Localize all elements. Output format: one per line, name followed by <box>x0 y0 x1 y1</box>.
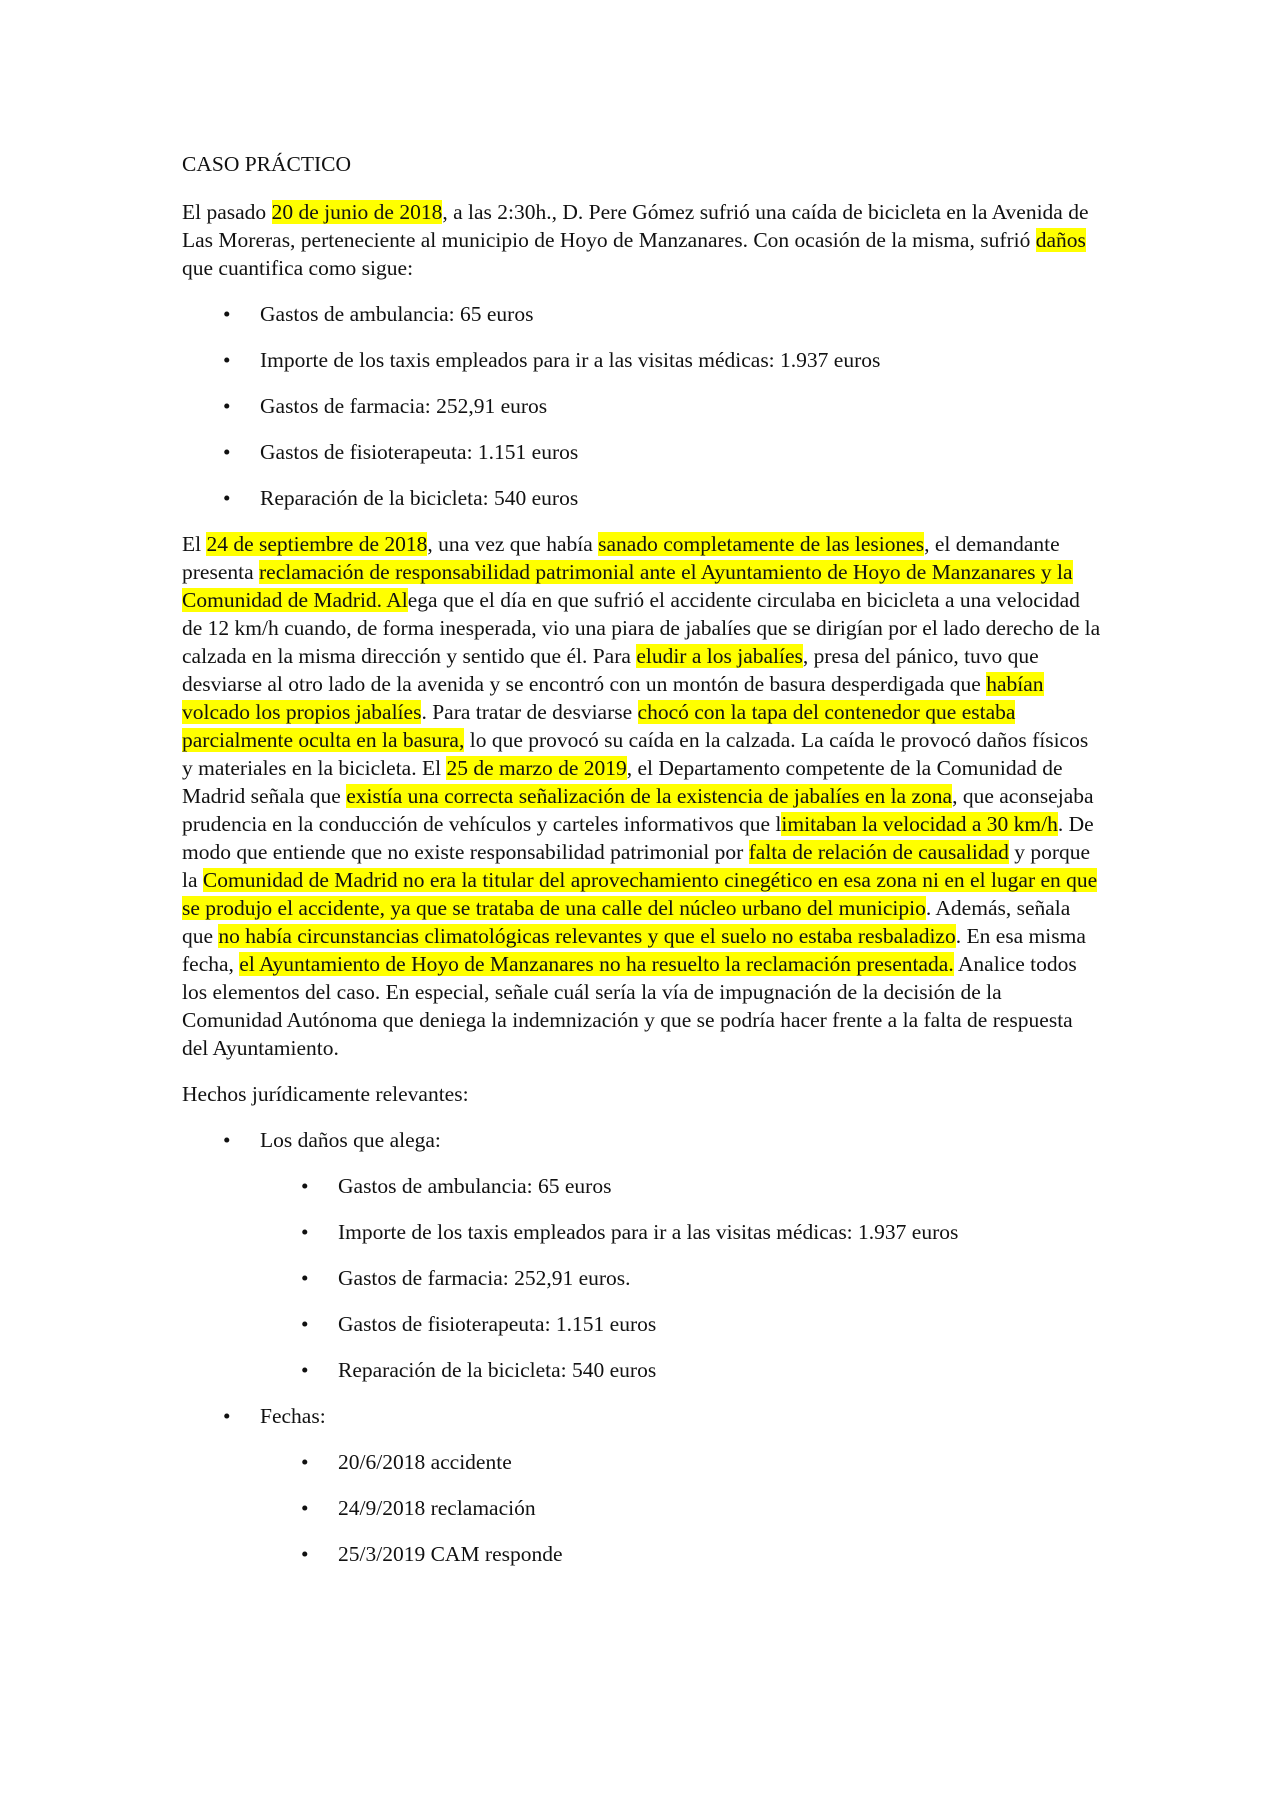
intro-text: , a las 2:30h., D. Pere Gómez sufrió una caída de bicicleta en la Avenida de Las Moreras, perteneciente al municipio de Hoyo de Manzanares. Con ocasión de la misma, sufrió <box>182 200 1089 252</box>
highlight-healed: sanado completamente de las lesiones <box>598 532 925 556</box>
facts-dates-list <box>260 1448 1102 1568</box>
highlight-causality: falta de relación de causalidad <box>748 840 1009 864</box>
facts-dates-label: Fechas: <box>260 1404 326 1428</box>
highlight-claim: reclamación de responsabilidad patrimonial ante el Ayuntamiento de Hoyo de Manzanares y la Comunidad de Madrid. Al <box>182 560 1073 612</box>
intro-text: que cuantifica como sigue: <box>182 256 414 280</box>
highlight-no-resolution: el Ayuntamiento de Hoyo de Manzanares no ha resuelto la reclamación presentada. <box>239 952 954 976</box>
list-item: • Gastos de farmacia: 252,91 euros <box>182 392 1102 420</box>
body-text: y porque la <box>182 840 1091 892</box>
list-item: • Gastos de fisioterapeuta: 1.151 euros <box>260 1310 1102 1338</box>
list-item: • Gastos de farmacia: 252,91 euros. <box>260 1264 1102 1292</box>
highlight-accident-date: 20 de junio de 2018 <box>271 200 443 224</box>
highlight-signage: existía una correcta señalización de la existencia de jabalíes en la zona <box>346 784 953 808</box>
body-text: , presa del pánico, tuvo que desviarse al otro lado de la avenida y se encontró con un montón de basura desperdigada que <box>182 644 1039 696</box>
highlight-damages: daños <box>1035 228 1086 252</box>
body-text: . Para tratar de desviarse <box>421 700 638 724</box>
list-item: • 20/6/2018 accidente <box>260 1448 1102 1476</box>
highlight-avoid-boars: eludir a los jabalíes <box>636 644 803 668</box>
document-page <box>182 150 1102 1586</box>
body-text: Analice todos los elementos del caso. En especial, señale cuál sería la vía de impugnación de la decisión de la Comunidad Autónoma que deniega la indemnización y que se podría hacer frente a la falta de respuesta del Ayuntamiento. <box>182 952 1077 1060</box>
facts-damages-label: Los daños que alega: <box>260 1128 441 1152</box>
facts-heading: Hechos jurídicamente relevantes: <box>182 1082 469 1106</box>
intro-text: El pasado <box>182 200 272 224</box>
list-item: • Importe de los taxis empleados para ir a las visitas médicas: 1.937 euros <box>260 1218 1102 1246</box>
list-item: • Gastos de ambulancia: 65 euros <box>182 300 1102 328</box>
facts-dates-item <box>182 1402 1102 1568</box>
body-text: , el demandante presenta <box>182 532 1060 584</box>
body-text: ega que el día en que sufrió el accidente circulaba en bicicleta a una velocidad de 12 km/h cuando, de forma inesperada, vio una piara de jabalíes que se dirigían por el lado derecho de la calzada en la misma dirección y sentido que él. Para <box>182 588 1101 668</box>
body-text: lo que provocó su caída en la calzada. La caída le provocó daños físicos y materiales en la bicicleta. El <box>182 728 1089 780</box>
list-item: • Importe de los taxis empleados para ir a las visitas médicas: 1.937 euros <box>182 346 1102 374</box>
body-text: , una vez que había <box>427 532 599 556</box>
facts-damages-list <box>260 1172 1102 1384</box>
body-text: El <box>182 532 207 556</box>
body-text: , que aconsejaba prudencia en la conducción de vehículos y carteles informativos que l <box>182 784 1094 836</box>
highlight-weather: no había circunstancias climatológicas relevantes y que el suelo no estaba resbaladizo <box>218 924 956 948</box>
list-item: • 24/9/2018 reclamación <box>260 1494 1102 1522</box>
document-title: CASO PRÁCTICO <box>182 152 352 176</box>
list-item: • Gastos de fisioterapeuta: 1.151 euros <box>182 438 1102 466</box>
highlight-response-date: 25 de marzo de 2019 <box>446 756 627 780</box>
list-item: • Gastos de ambulancia: 65 euros <box>260 1172 1102 1200</box>
facts-list <box>182 1126 1102 1568</box>
facts-damages-item <box>182 1126 1102 1384</box>
body-text: . En esa misma fecha, <box>182 924 1086 976</box>
body-text: . De modo que entiende que no existe responsabilidad patrimonial por <box>182 812 1094 864</box>
highlight-hunting-rights: Comunidad de Madrid no era la titular del aprovechamiento cinegético en esa zona ni en el lugar en que se produjo el accidente, ya que se trataba de una calle del núcleo urbano del municipio <box>182 868 1098 920</box>
highlight-claim-date: 24 de septiembre de 2018 <box>206 532 428 556</box>
list-item: • Reparación de la bicicleta: 540 euros <box>182 484 1102 512</box>
body-text: , el Departamento competente de la Comunidad de Madrid señala que <box>182 756 1063 808</box>
list-item: • 25/3/2019 CAM responde <box>260 1540 1102 1568</box>
body-text: . Además, señala que <box>182 896 1071 948</box>
case-body-paragraph <box>182 530 1102 1062</box>
highlight-boars-trash: habían volcado los propios jabalíes <box>182 672 1044 724</box>
highlight-speed-limit: imitaban la velocidad a 30 km/h <box>781 812 1058 836</box>
list-item: • Reparación de la bicicleta: 540 euros <box>260 1356 1102 1384</box>
damages-list <box>182 300 1102 512</box>
intro-paragraph <box>182 198 1102 282</box>
highlight-container-lid: chocó con la tapa del contenedor que estaba parcialmente oculta en la basura, <box>182 700 1016 752</box>
